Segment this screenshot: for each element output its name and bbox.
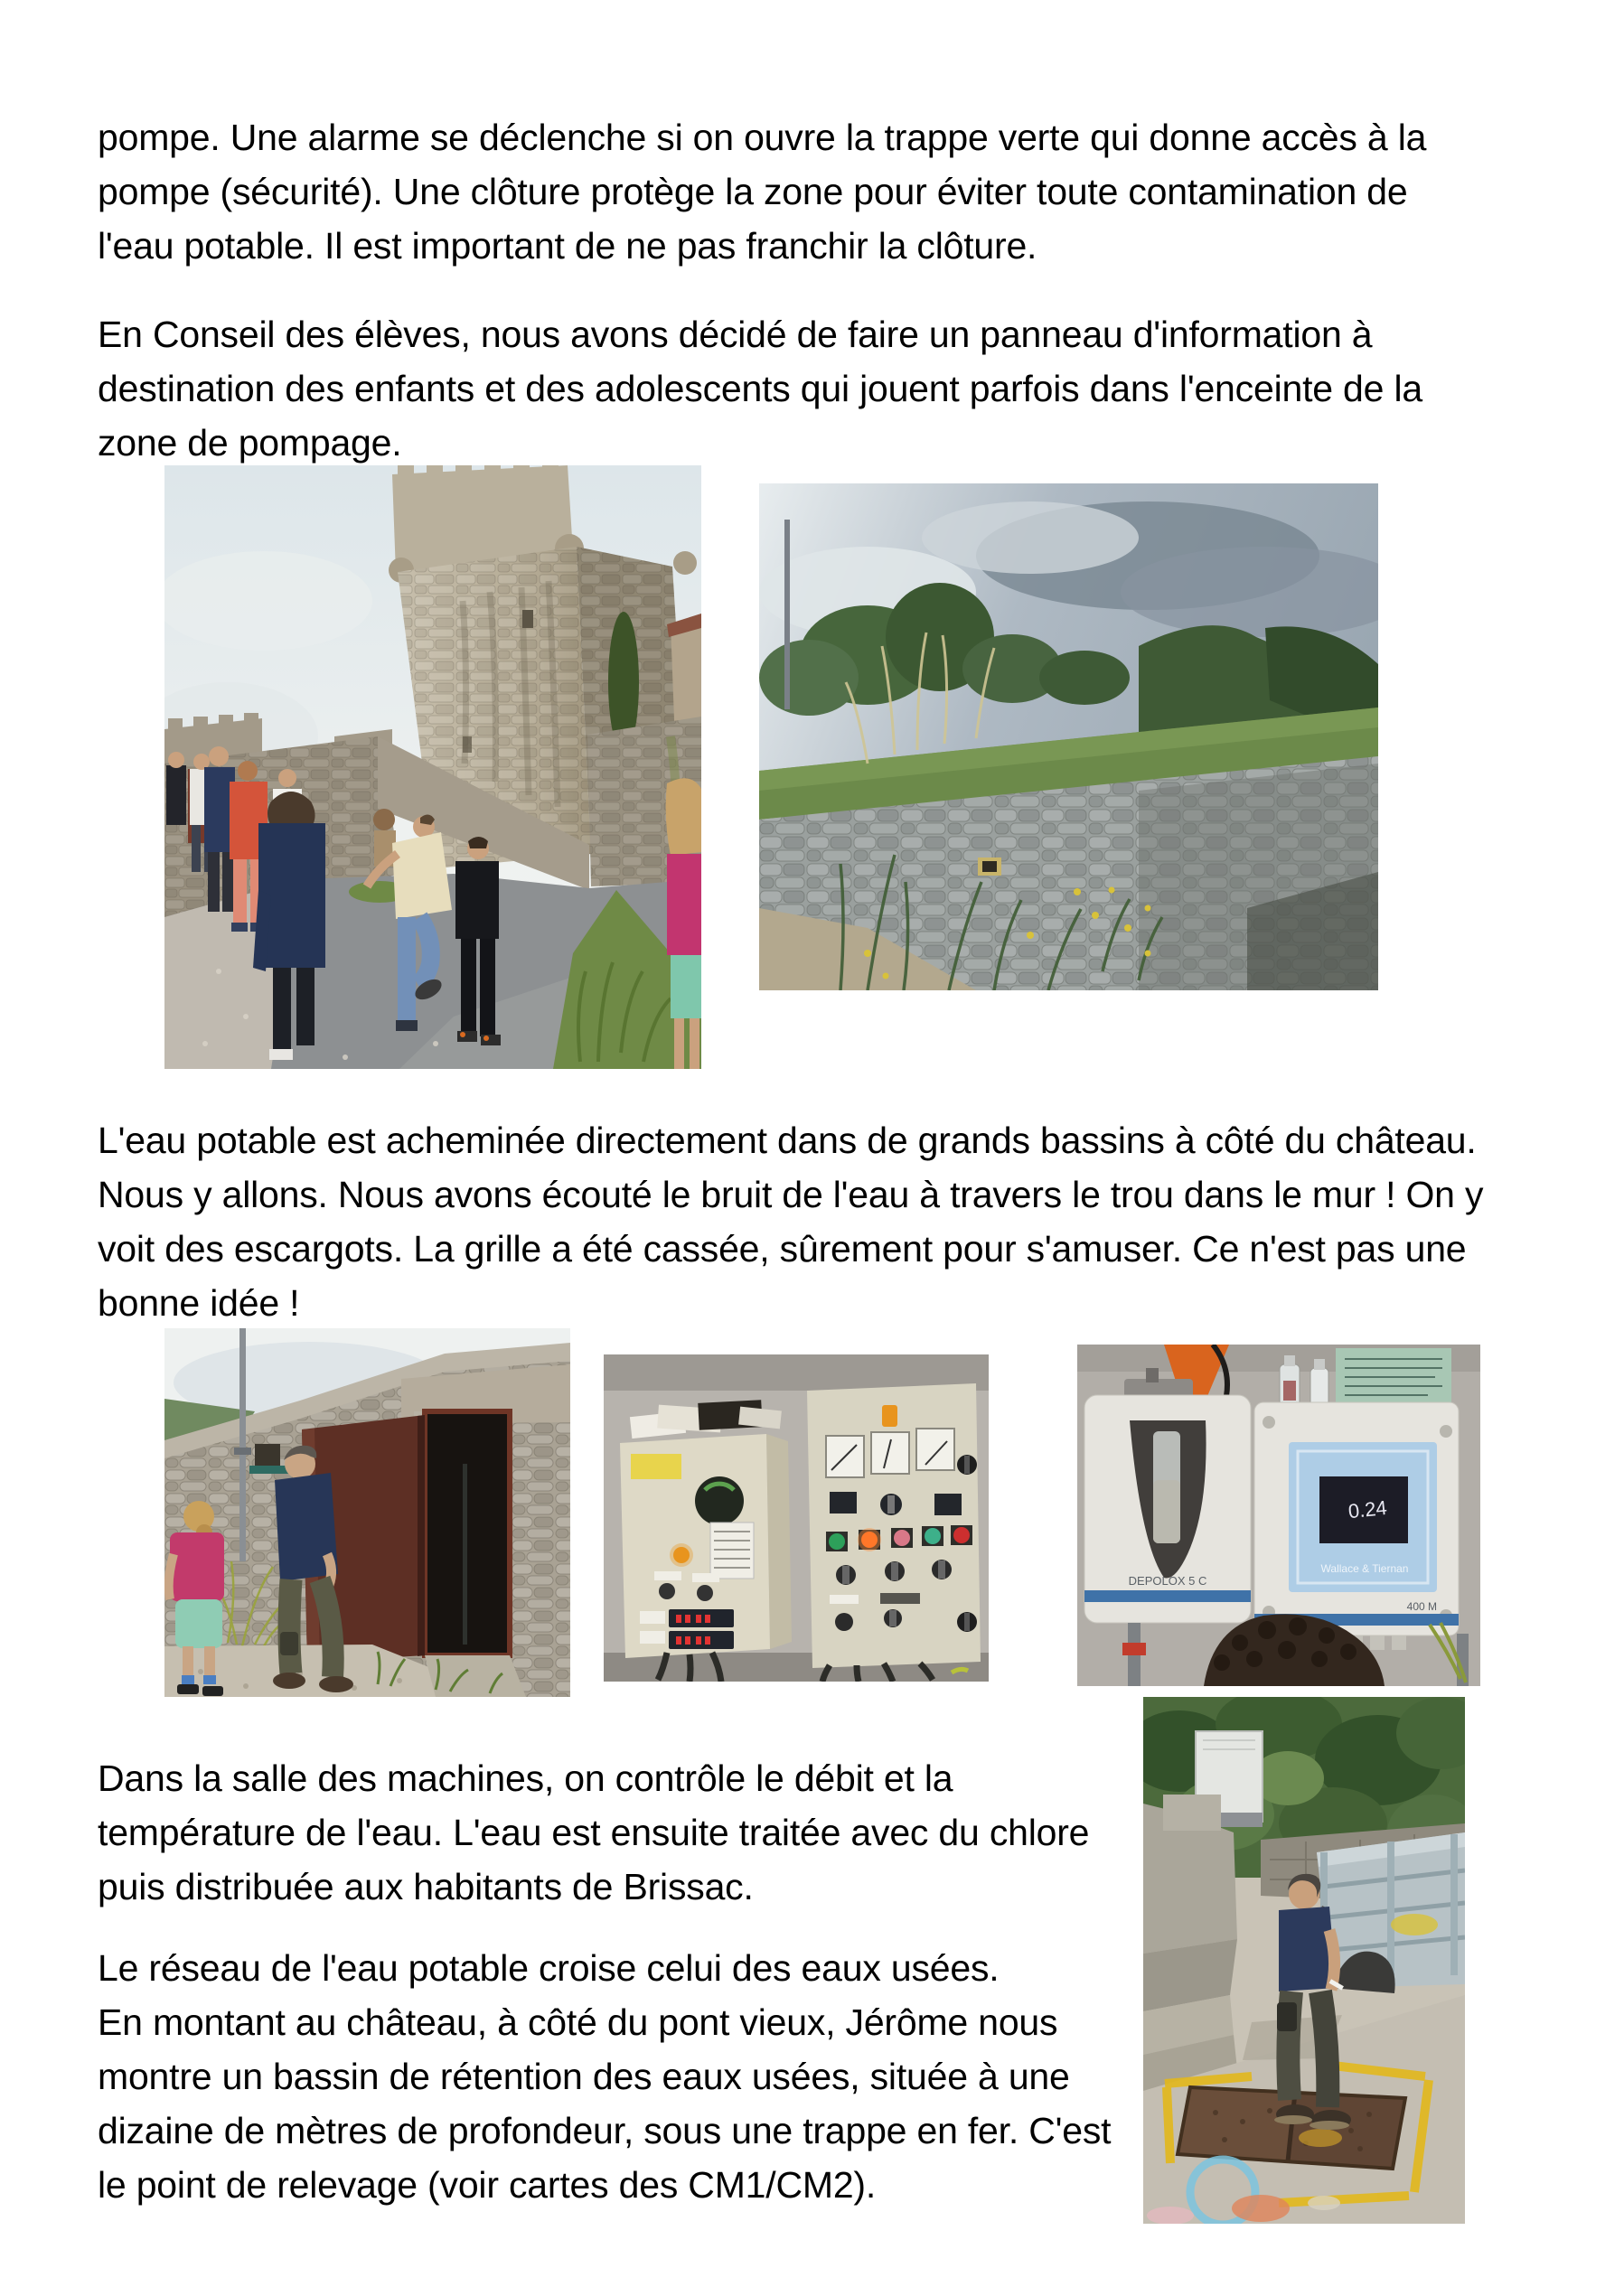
pole [784,520,790,709]
text-line: le point de relevage (voir cartes des CM1/CM2). [98,2164,877,2206]
text-line: pompe (sécurité). Une clôture protège la zone pour éviter toute contamination de [98,171,1408,212]
photo-control-panels [604,1354,989,1682]
text-line: En montant au château, à côté du pont vieux, Jérôme nous [98,2001,1058,2043]
text-line: L'eau potable est acheminée directement dans de grands bassins à côté du château. [98,1120,1477,1161]
pole [239,1328,246,1561]
chlorine-reading: 0.24 [1347,1495,1388,1523]
photo-children-walking-to-castle [164,465,701,1069]
text-line: l'eau potable. Il est important de ne pas franchir la clôture. [98,225,1037,267]
paragraph-eau-potable-bassins [98,1113,1483,1330]
text-line: dizaine de mètres de profondeur, sous une trappe en fer. C'est [98,2110,1112,2151]
photo-stone-wall-reservoir [759,483,1378,990]
text-line: Nous y allons. Nous avons écouté le bruit de l'eau à travers le trou dans le mur ! On y [98,1174,1484,1215]
brand-label: Wallace & Tiernan [1320,1562,1409,1575]
right-cabinet [807,1383,981,1668]
text-line: voit des escargots. La grille a été cassée, sûrement pour s'amuser. Ce n'est pas une [98,1228,1467,1270]
paragraph-reseau-eaux-usees [98,1941,1111,2212]
photo-chlorine-analysers [1077,1345,1480,1686]
photo-machine-room-doorway [164,1328,570,1697]
text-line: température de l'eau. L'eau est ensuite traitée avec du chlore [98,1812,1090,1853]
text-line: destination des enfants et des adolescents qui jouent parfois dans l'enceinte de la [98,368,1422,409]
depolox-label: DEPOLOX 5 C [1128,1574,1207,1588]
depolox-device [1084,1368,1251,1623]
text-line: En Conseil des élèves, nous avons décidé de faire un panneau d'information à [98,314,1373,355]
paragraph-alarme-pompe [98,110,1426,273]
text-line: Le réseau de l'eau potable croise celui des eaux usées. [98,1947,1000,1989]
paragraph-salle-des-machines [98,1751,1089,1914]
text-line: bonne idée ! [98,1282,300,1324]
model-label: 400 M [1406,1600,1437,1613]
text-line: zone de pompage. [98,422,402,464]
left-cabinet [620,1434,792,1658]
text-line: montre un bassin de rétention des eaux usées, située à une [98,2056,1070,2097]
analyser-400m [1254,1402,1459,1650]
paragraph-conseil-eleves [98,307,1422,470]
photo-man-on-trap-door [1143,1697,1465,2224]
text-line: pompe. Une alarme se déclenche si on ouvre la trappe verte qui donne accès à la [98,117,1427,158]
text-line: Dans la salle des machines, on contrôle le débit et la [98,1757,953,1799]
text-line: puis distribuée aux habitants de Brissac. [98,1866,754,1907]
